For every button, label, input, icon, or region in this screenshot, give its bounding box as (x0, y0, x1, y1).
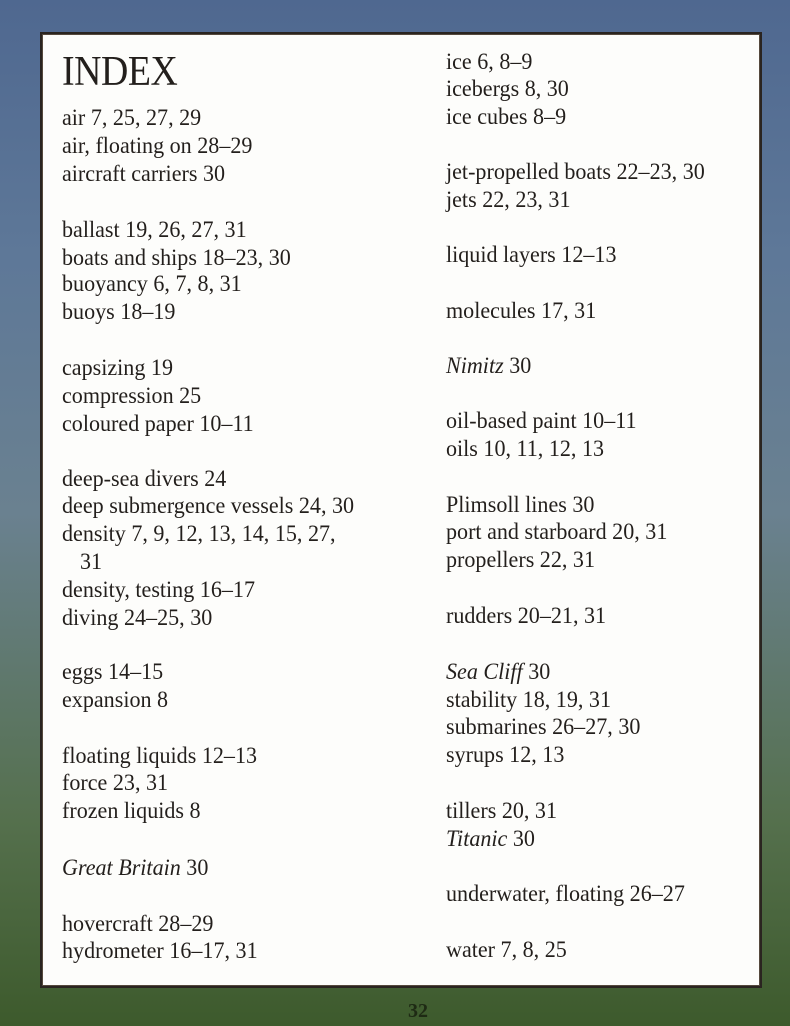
index-entry (80, 548, 102, 576)
index-entry (62, 854, 208, 882)
entry-pages: 26–27, 30 (552, 714, 641, 739)
entry-term: expansion (62, 687, 152, 712)
entry-term: floating liquids (62, 743, 197, 768)
entry-term: syrups (446, 742, 504, 767)
entry-term: Titanic (446, 826, 508, 851)
index-entry (446, 658, 550, 686)
index-entry (62, 797, 201, 825)
entry-term: Plimsoll lines (446, 492, 567, 517)
entry-term: underwater, floating (446, 881, 625, 906)
entry-term: oils (446, 436, 478, 461)
entry-pages: 30 (512, 826, 535, 851)
index-entry (62, 604, 212, 632)
index-entry (62, 298, 175, 326)
entry-term: eggs (62, 659, 103, 684)
entry-term: buoys (62, 299, 115, 324)
entry-pages: 8–9 (533, 104, 567, 129)
entry-pages: 30 (509, 353, 532, 378)
entry-pages: 30 (202, 161, 226, 186)
index-entry (446, 880, 685, 908)
entry-term: ballast (62, 217, 120, 242)
page-number: 32 (408, 1000, 428, 1022)
entry-pages: 6, 7, 8, 31 (153, 271, 242, 296)
entry-term: hydrometer (62, 938, 164, 963)
entry-pages: 30 (572, 492, 595, 517)
entry-pages: 22–23, 30 (616, 159, 705, 184)
entry-term: hovercraft (62, 911, 153, 936)
page-title: INDEX (62, 49, 178, 95)
entry-pages: 16–17 (199, 577, 255, 602)
entry-term: aircraft carriers (62, 161, 198, 186)
index-entry (62, 382, 201, 410)
entry-pages: 30 (186, 855, 209, 880)
entry-term: force (62, 770, 108, 795)
index-entry (62, 742, 257, 770)
index-entry (62, 104, 201, 132)
index-entry (446, 936, 567, 964)
index-entry (446, 75, 569, 103)
entry-pages: 22, 31 (539, 547, 596, 572)
index-entry (62, 910, 213, 938)
entry-term: oil-based paint (446, 408, 577, 433)
entry-term: icebergs (446, 76, 520, 101)
entry-pages: 19 (150, 355, 173, 380)
entry-pages: 26–27 (629, 881, 685, 906)
index-entry (446, 741, 564, 769)
entry-pages: 8, 30 (524, 76, 569, 101)
index-entry (62, 160, 225, 188)
index-entry (446, 297, 596, 325)
entry-pages: 7, 9, 12, 13, 14, 15, 27, (131, 521, 336, 546)
entry-term: deep submergence vessels (62, 493, 294, 518)
entry-term: water (446, 937, 496, 962)
entry-term: jet-propelled boats (446, 159, 611, 184)
entry-term: ice (446, 49, 472, 74)
entry-term: ice cubes (446, 104, 528, 129)
entry-term: jets (446, 187, 477, 212)
index-entry (446, 518, 667, 546)
index-entry (446, 602, 606, 630)
index-entry (62, 686, 168, 714)
entry-pages: 22, 23, 31 (482, 187, 571, 212)
entry-pages: 24–25, 30 (123, 605, 213, 630)
index-entry (446, 158, 705, 186)
entry-term: propellers (446, 547, 535, 572)
entry-pages: 31 (80, 549, 103, 574)
index-entry (62, 520, 336, 548)
entry-pages: 10, 11, 12, 13 (483, 436, 605, 461)
index-entry (446, 491, 594, 519)
entry-pages: 12, 13 (509, 742, 565, 767)
entry-pages: 8 (189, 798, 201, 823)
entry-term: boats and ships (62, 245, 197, 270)
index-entry (446, 103, 566, 131)
entry-term: buoyancy (62, 271, 148, 296)
index-entry (446, 48, 532, 76)
entry-pages: 16–17, 31 (169, 938, 258, 963)
index-entry (62, 937, 258, 965)
entry-term: liquid layers (446, 242, 556, 267)
index-entry (62, 354, 173, 382)
entry-pages: 14–15 (108, 659, 164, 684)
index-entry (62, 244, 291, 272)
index-entry (446, 797, 557, 825)
entry-term: stability (446, 687, 518, 712)
index-entry (446, 686, 611, 714)
entry-term: molecules (446, 298, 536, 323)
index-entry (62, 270, 242, 298)
index-entry (62, 410, 254, 438)
entry-term: submarines (446, 714, 547, 739)
entry-term: deep-sea divers (62, 466, 199, 491)
index-entry (446, 713, 640, 741)
entry-pages: 24 (204, 466, 227, 491)
index-entry (446, 825, 535, 853)
entry-pages: 10–11 (582, 408, 637, 433)
entry-pages: 23, 31 (112, 770, 169, 795)
entry-pages: 18–19 (120, 299, 176, 324)
entry-pages: 7, 25, 27, 29 (90, 105, 202, 130)
entry-term: air (62, 105, 86, 130)
entry-pages: 28–29 (158, 911, 214, 936)
entry-term: density (62, 521, 126, 546)
index-entry (446, 241, 616, 269)
index-entry (62, 216, 247, 244)
entry-pages: 17, 31 (541, 298, 597, 323)
entry-pages: 10–11 (199, 411, 254, 436)
entry-pages: 12–13 (201, 743, 258, 768)
entry-term: density, testing (62, 577, 195, 602)
entry-pages: 18–23, 30 (202, 245, 291, 270)
entry-pages: 18, 19, 31 (522, 687, 611, 712)
entry-term: frozen liquids (62, 798, 185, 823)
entry-pages: 19, 26, 27, 31 (125, 217, 247, 242)
entry-pages: 24, 30 (298, 493, 355, 518)
entry-term: compression (62, 383, 174, 408)
entry-pages: 6, 8–9 (477, 49, 533, 74)
index-entry (62, 492, 354, 520)
index-entry (62, 576, 255, 604)
entry-term: Great Britain (62, 855, 181, 880)
index-entry (446, 435, 604, 463)
entry-pages: 30 (528, 659, 551, 684)
index-entry (446, 407, 637, 435)
entry-term: Sea Cliff (446, 659, 523, 684)
index-entry (446, 546, 595, 574)
entry-term: coloured paper (62, 411, 194, 436)
entry-pages: 25 (179, 383, 202, 408)
entry-term: Nimitz (446, 353, 504, 378)
index-entry (62, 132, 252, 160)
index-entry (62, 658, 163, 686)
entry-term: tillers (446, 798, 497, 823)
entry-term: diving (62, 605, 119, 630)
index-entry (62, 465, 226, 493)
entry-pages: 20–21, 31 (517, 603, 607, 628)
entry-term: port and starboard (446, 519, 607, 544)
entry-term: air, floating on (62, 133, 192, 158)
entry-pages: 20, 31 (612, 519, 668, 544)
entry-pages: 28–29 (197, 133, 253, 158)
entry-pages: 12–13 (561, 242, 617, 267)
entry-pages: 8 (157, 687, 169, 712)
index-entry (446, 352, 531, 380)
entry-term: rudders (446, 603, 513, 628)
index-entry (62, 769, 168, 797)
index-entry (446, 186, 571, 214)
entry-pages: 7, 8, 25 (500, 937, 567, 962)
entry-term: capsizing (62, 355, 146, 380)
entry-pages: 20, 31 (501, 798, 558, 823)
